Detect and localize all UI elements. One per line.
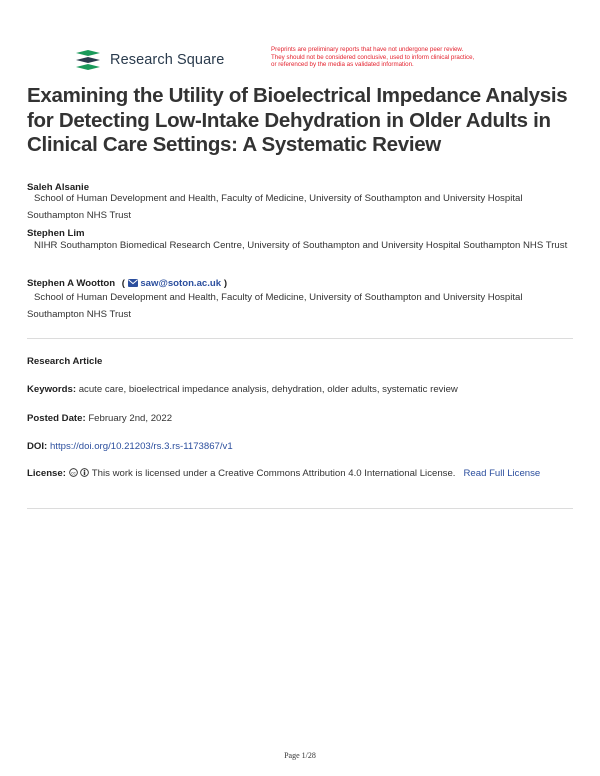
posted-date-value: February 2nd, 2022 xyxy=(88,413,173,424)
attribution-icon[interactable] xyxy=(80,467,89,484)
keywords-label: Keywords: xyxy=(27,384,77,395)
disclaimer-line-3: or referenced by the media as validated information. xyxy=(271,61,414,69)
read-full-license-link[interactable]: Read Full License xyxy=(463,468,541,479)
posted-date-label: Posted Date: xyxy=(27,413,86,424)
article-type xyxy=(27,356,102,367)
author-affiliation-1: School of Human Development and Health, Faculty of Medicine, University of Southampton and University Hospital Southampton NHS Trust xyxy=(27,193,523,221)
license-label: License: xyxy=(27,468,66,479)
logo-word-research: Research xyxy=(110,52,173,68)
research-square-logo-icon xyxy=(74,50,102,70)
license-row xyxy=(27,466,573,484)
author-name-1[interactable]: Saleh Alsanie xyxy=(27,182,90,193)
author-email-link[interactable]: saw@soton.ac.uk xyxy=(140,278,222,289)
author-name-3-text[interactable]: Stephen A Wootton xyxy=(27,278,116,289)
logo-text xyxy=(110,52,224,68)
author-affiliation-2: NIHR Southampton Biomedical Research Centre, University of Southampton and University Hospital Southampton NHS Trust xyxy=(34,240,568,251)
logo-word-square: Square xyxy=(177,52,225,68)
preprint-disclaimer xyxy=(271,46,541,69)
disclaimer-line-1: Preprints are preliminary reports that have not undergone peer review. xyxy=(271,46,464,53)
license-text: This work is licensed under a Creative Commons Attribution 4.0 International License. xyxy=(91,468,456,479)
email-open-paren: ( xyxy=(121,278,125,289)
svg-text:cc: cc xyxy=(70,470,76,476)
doi-link[interactable]: https://doi.org/10.21203/rs.3.rs-1173867/v1 xyxy=(49,441,233,452)
author-affiliation-3: School of Human Development and Health, Faculty of Medicine, University of Southampton and University Hospital Southampton NHS Trust xyxy=(27,292,523,320)
keywords-row xyxy=(27,384,458,395)
email-icon xyxy=(128,279,138,290)
keywords-value: acute care, bioelectrical impedance analysis, dehydration, older adults, systematic review xyxy=(78,384,458,395)
page-number: Page 1/28 xyxy=(284,751,316,760)
article-type-text: Research Article xyxy=(27,356,103,367)
author-name-2[interactable]: Stephen Lim xyxy=(27,228,85,239)
divider-top xyxy=(27,338,573,339)
email-close-paren: ) xyxy=(223,278,228,289)
posted-date-row xyxy=(27,413,172,424)
doi-row xyxy=(27,441,233,452)
doi-label: DOI: xyxy=(27,441,48,452)
cc-icon[interactable] xyxy=(69,467,78,484)
author-name-3 xyxy=(27,278,227,290)
research-square-logo[interactable] xyxy=(74,49,224,71)
divider-bottom xyxy=(27,508,573,509)
disclaimer-line-2: They should not be considered conclusive, used to inform clinical practice, xyxy=(271,53,475,61)
paper-title: Examining the Utility of Bioelectrical Impedance Analysis for Detecting Low-Intake Dehydration in Older Adults in Clinical Care Settings: A Systematic Review xyxy=(27,84,568,156)
